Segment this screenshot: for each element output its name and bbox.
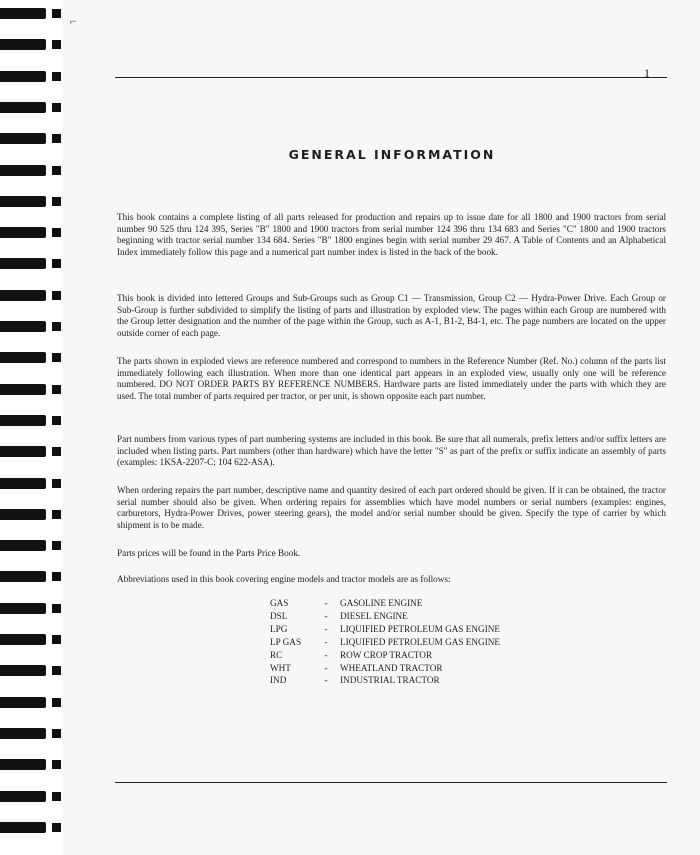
binding-ring [0,321,60,332]
binding-ring [0,603,60,614]
abbreviation-code: IND [270,675,287,686]
paragraph-abbreviations-intro: Abbreviations used in this book covering engine models and tractor models are as follows: [117,574,451,584]
binding-ring [0,791,60,802]
abbreviation-code: RC [270,649,283,660]
abbreviations-table [270,597,500,687]
corner-mark: ⌐ [70,14,77,28]
binding-ring [0,196,60,207]
abbreviation-row [270,610,500,623]
abbreviation-row [270,649,500,662]
abbreviation-dash: - [324,623,328,634]
binding-ring [0,728,60,739]
binding-ring [0,384,60,395]
binding-ring [0,39,60,50]
abbreviation-dash: - [324,675,328,686]
abbreviation-row [270,636,500,649]
binding-ring [0,71,60,82]
binding-ring [0,665,60,676]
abbreviation-meaning: WHEATLAND TRACTOR [340,662,443,673]
binding-ring [0,352,60,363]
abbreviation-meaning: INDUSTRIAL TRACTOR [340,675,440,686]
paragraph-part-numbers: Part numbers from various types of part numbering systems are included in this book. Be sure that all numerals, prefix letters and/or suffix letters are included when listing parts. Part numbers (other than hardware) which have the letter "S" as part of the prefix or suffix indicate an assembly of parts (examples: 1KSA-2207-C; 104 622-ASA). [117,434,666,468]
binding-ring [0,133,60,144]
abbreviation-dash: - [324,636,328,647]
paragraph-prices: Parts prices will be found in the Parts Price Book. [117,548,301,558]
page-number: 1 [644,66,650,80]
paragraph-reference-numbers: The parts shown in exploded views are reference numbered and correspond to numbers in the Reference Number (Ref. No.) column of the parts list immediately following each illustration. When more than one identical part appears in an exploded view, usually only one will be reference numbered. DO NOT ORDER PARTS BY REFERENCE NUMBERS. Hardware parts are listed immediately under the parts with which they are used. The total number of parts required per tractor, or per unit, is shown opposite each part number. [117,356,666,401]
abbreviation-code: WHT [270,662,291,673]
abbreviation-row [270,623,500,636]
binding-ring [0,571,60,582]
abbreviation-dash: - [324,610,328,621]
binding-ring [0,634,60,645]
binding-ring [0,446,60,457]
binding-ring [0,822,60,833]
abbreviation-code: LPG [270,623,288,634]
abbreviation-meaning: DIESEL ENGINE [340,610,408,621]
binding-ring [0,478,60,489]
binding-ring [0,540,60,551]
paragraph-ordering: When ordering repairs the part number, descriptive name and quantity desired of each part ordered should be given. If it can be obtained, the tractor serial number should also be given. When ordering repairs for assemblies which have model numbers or serial numbers (examples: engines, carburetors, Hydra-Power Drives, power steering gears), the model and/or serial number should be given. Specify the type of carrier by which shipment is to be made. [117,485,666,530]
binding-ring [0,165,60,176]
abbreviation-meaning: LIQUIFIED PETROLEUM GAS ENGINE [340,623,501,634]
page-title: GENERAL INFORMATION [288,147,496,162]
binding-ring [0,227,60,238]
binding-ring [0,759,60,770]
header-rule [115,77,667,78]
abbreviation-code: DSL [270,610,288,621]
paragraph-groups: This book is divided into lettered Groups and Sub-Groups such as Group C1 — Transmission, Group C2 — Hydra-Power Drive. Each Group or Sub-Group is further subdivided to simplify the listing of parts and illustration by exploded view. The pages within each Group are numbered with the Group letter designation and the number of the page within the Group, such as A-1, B1-2, B4-1, etc. The page numbers are located on the upper outside corner of each page. [117,293,666,338]
footer-rule [115,782,667,783]
binding-ring [0,509,60,520]
paragraph-intro: This book contains a complete listing of all parts released for production and repairs up to issue date for all 1800 and 1900 tractors from serial number 90 525 thru 124 395, Series "B" 1800 and 1900 tractors from serial number 124 396 thru 134 683 and Series "C" 1800 and 1900 tractors beginning with tractor serial number 134 684. Series "B" 1800 engines begin with serial number 29 467. A Table of Contents and an Alphabetical Index immediately follow this page and a numerical part number index is listed in the back of the book. [117,212,666,257]
abbreviation-code: GAS [270,598,289,608]
binding-ring [0,102,60,113]
abbreviation-meaning: ROW CROP TRACTOR [340,649,433,660]
abbreviation-meaning: LIQUIFIED PETROLEUM GAS ENGINE [340,636,501,647]
abbreviation-dash: - [324,649,328,660]
abbreviation-meaning: GASOLINE ENGINE [340,598,423,608]
binding-ring [0,290,60,301]
abbreviation-row [270,674,500,687]
abbreviation-row [270,662,500,675]
binding-ring [0,258,60,269]
abbreviation-dash: - [324,662,328,673]
abbreviation-dash: - [324,598,328,608]
binding-ring [0,697,60,708]
binding-ring [0,8,60,19]
spiral-binding [0,0,62,855]
binding-ring [0,415,60,426]
abbreviation-code: LP GAS [270,636,302,647]
abbreviation-row [270,597,500,610]
